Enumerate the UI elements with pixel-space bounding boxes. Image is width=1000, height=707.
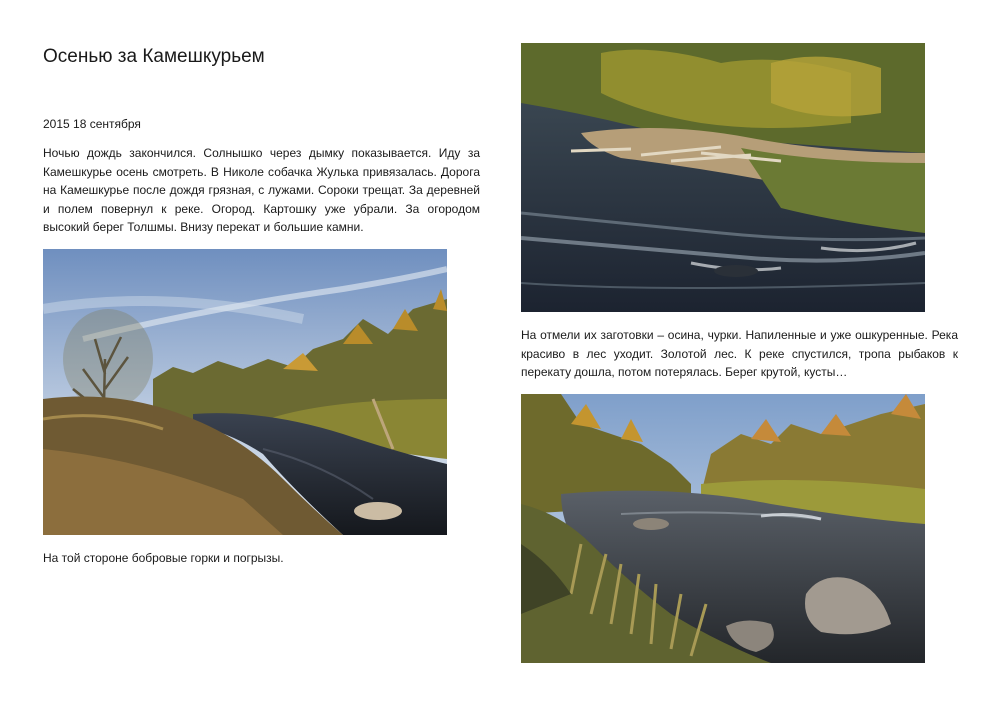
paragraph-shallows: На отмели их заготовки – осина, чурки. Напиленные и уже ошкуренные. Река красиво в лес уходит. Золотой лес. К реке спустился, тропа рыбаков к перекату дошла, потом потерялась. Берег крутой, кусты… [521, 328, 958, 379]
photo-river-bend-image [43, 249, 447, 535]
page-title: Осенью за Камешкурьем [43, 46, 265, 67]
photo-shallows-image [521, 43, 925, 312]
photo-rapids [521, 394, 925, 663]
photo-rapids-image [521, 394, 925, 663]
photo-shallows [521, 43, 925, 312]
caption-beaver: На той стороне бобровые горки и погрызы. [43, 551, 284, 565]
paragraph-intro: Ночью дождь закончился. Солнышко через дымку показывается. Иду за Камешкурье осень смотреть. В Николе собачка Жулька привязалась. Дорога на Камешкурье после дождя грязная, с лужами. Сороки трещат. За деревней и полем повернул к реке. Огород. Картошку уже убрали. За огородом высокий берег Толшмы. Внизу перекат и большие камни. [43, 146, 480, 234]
photo-river-bend [43, 249, 447, 535]
entry-date: 2015 18 сентября [43, 117, 141, 131]
